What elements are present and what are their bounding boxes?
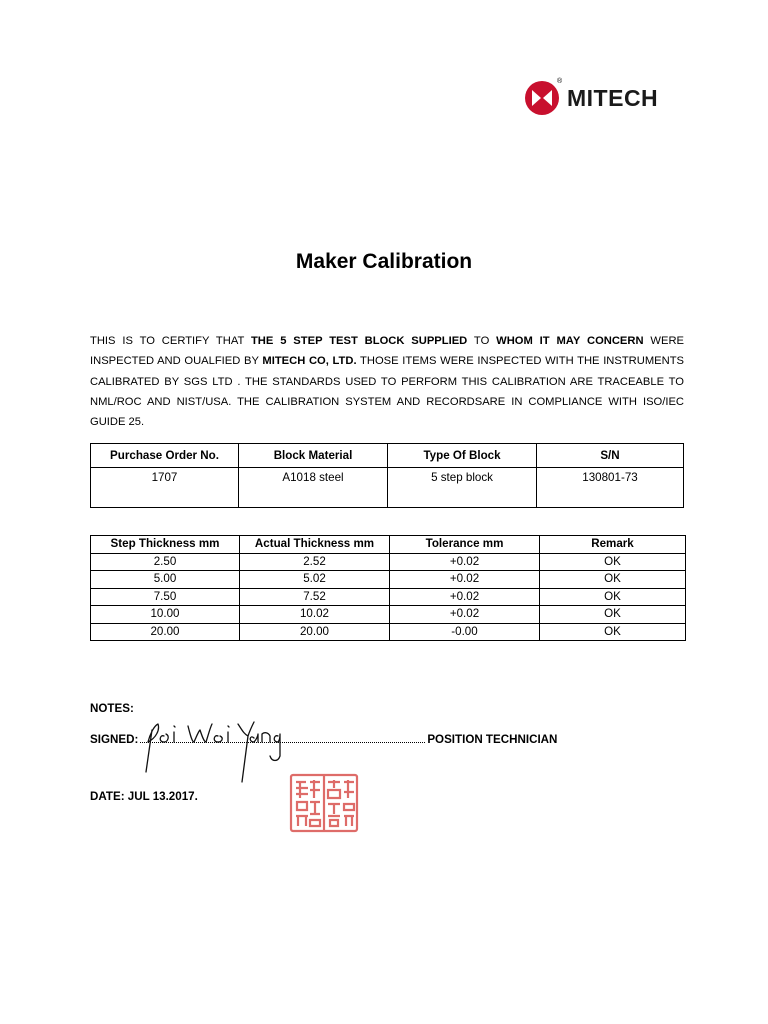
order-table — [90, 443, 684, 508]
table-cell: OK — [540, 588, 686, 606]
table-cell: OK — [540, 606, 686, 624]
mitech-logo-icon — [524, 78, 563, 116]
cert-text: THOSE ITEMS WERE INSPECTED WITH THE INSTRUMENTS CALIBRATED BY SGS LTD . THE STANDARDS USED TO PERFORM THIS CALIBRATION ARE TRACEABLE TO NML/ROC AND NIST/USA. THE CALIBRATION SYSTEM AND RECORDSARE IN COMPLIANCE WITH ISO/IEC GUIDE 25. — [90, 355, 684, 429]
table-cell: 5.00 — [91, 571, 240, 589]
company-logo — [524, 80, 658, 116]
header-cell: Tolerance mm — [390, 536, 540, 554]
table-cell: 10.00 — [91, 606, 240, 624]
header-cell: Remark — [540, 536, 686, 554]
header-cell: Actual Thickness mm — [240, 536, 390, 554]
table-cell: 1707 — [91, 468, 239, 508]
table-row — [91, 588, 686, 606]
table-cell: 5 step block — [388, 468, 537, 508]
company-seal — [288, 772, 360, 834]
table-cell: OK — [540, 623, 686, 641]
table-cell: 7.50 — [91, 588, 240, 606]
table-cell: +0.02 — [390, 606, 540, 624]
table-cell: 5.02 — [240, 571, 390, 589]
table-cell: OK — [540, 571, 686, 589]
table-cell: 10.02 — [240, 606, 390, 624]
cert-text-bold: WHOM IT MAY CONCERN — [496, 335, 644, 347]
measurement-table — [90, 535, 686, 641]
table-cell: -0.00 — [390, 623, 540, 641]
header-cell: Type Of Block — [388, 444, 537, 468]
cert-text: THIS IS TO CERTIFY THAT — [90, 335, 251, 347]
table-cell: +0.02 — [390, 553, 540, 571]
table-cell: 7.52 — [240, 588, 390, 606]
table-cell: A1018 steel — [239, 468, 388, 508]
registered-mark: ® — [557, 78, 563, 85]
table-cell: +0.02 — [390, 588, 540, 606]
handwritten-signature — [138, 712, 288, 787]
cert-text-bold: MITECH CO, LTD. — [262, 355, 357, 368]
position-label: POSITION TECHNICIAN — [427, 733, 558, 746]
table-cell: 130801-73 — [537, 468, 684, 508]
date-label: DATE: JUL 13.2017. — [90, 790, 198, 803]
table-row — [91, 606, 686, 624]
header-cell: Block Material — [239, 444, 388, 468]
table-row — [91, 571, 686, 589]
header-cell: Step Thickness mm — [91, 536, 240, 554]
table-cell: 20.00 — [91, 623, 240, 641]
brand-name: MITECH — [567, 84, 659, 111]
cert-text: TO — [467, 335, 497, 347]
notes-label: NOTES: — [90, 702, 134, 715]
table-row — [91, 553, 686, 571]
table-header-row — [91, 444, 684, 468]
table-cell: 2.50 — [91, 553, 240, 571]
document-title: Maker Calibration — [295, 250, 473, 273]
table-header-row — [91, 536, 686, 554]
table-row — [91, 623, 686, 641]
table-cell: 20.00 — [240, 623, 390, 641]
cert-text: WERE INSPECTED AND OUALFIED BY — [90, 335, 684, 368]
table-cell: +0.02 — [390, 571, 540, 589]
table-cell: OK — [540, 553, 686, 571]
certification-paragraph — [90, 331, 684, 432]
cert-text-bold: THE 5 STEP TEST BLOCK SUPPLIED — [250, 335, 468, 347]
header-cell: S/N — [537, 444, 684, 468]
table-cell: 2.52 — [240, 553, 390, 571]
signed-label: SIGNED: — [90, 733, 139, 746]
table-row — [91, 468, 684, 508]
header-cell: Purchase Order No. — [91, 444, 239, 468]
